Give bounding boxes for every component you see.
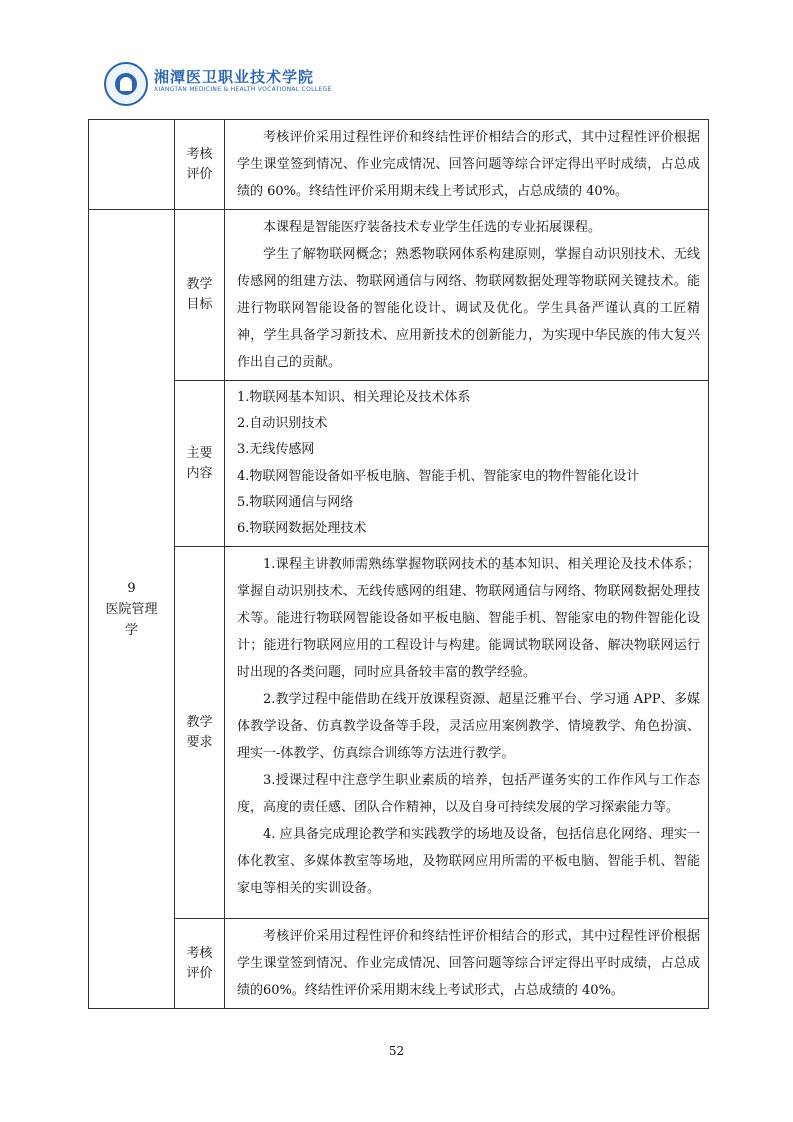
table-row: [89, 210, 709, 381]
assessment-text: 考核评价采用过程性评价和终结性评价相结合的形式，其中过程性评价根据学生课堂签到情况、作业完成情况、回答问题等综合评定得出平时成绩，占总成绩的60%。终结性评价采用期末线上考试形式，占总成绩的 40%。: [225, 919, 709, 1009]
course-name: 医院管理 学: [105, 601, 158, 638]
course-cell-empty: [89, 120, 175, 210]
row-label-requirements: 教学 要求: [175, 547, 225, 919]
content-list: [225, 381, 709, 547]
assessment-top-text: 考核评价采用过程性评价和终结性评价相结合的形式，其中过程性评价根据学生课堂签到情况、作业完成情况、回答问题等综合评定得出平时成绩，占总成绩的 60%。终结性评价采用期末线上考试形式，占总成绩的 40%。: [225, 120, 709, 210]
list-item: 2.自动识别技术: [237, 416, 328, 432]
table-row: [89, 919, 709, 1009]
page-number: 52: [388, 1044, 405, 1058]
row-label-content: 主要 内容: [175, 381, 225, 547]
row-label-objectives: 教学 目标: [175, 210, 225, 381]
requirements-text: 1.课程主讲教师需熟练掌握物联网技术的基本知识、相关理论及技术体系；掌握自动识别技术、无线传感网的组建、物联网通信与网络、物联网数据处理技术等。能进行物联网智能设备如平板电脑、智能手机、智能家电的物件智能化设计；能进行物联网应用的工程设计与构建。能调试物联网设备、解决物联网运行时出现的各类问题，同时应具备较丰富的教学经验。 2.教学过程中能借助在线开放课程资源、超星泛雅平台、学习通 APP、多媒体教学设备、仿真教学设备等手段，灵活应用案例教学、情境教学、角色扮演、理实一-体教学、仿真综合训练等方法进行教学。 3.授课过程中注意学生职业素质的培养，包括严谨务实的工作作风与工作态度，高度的责任感、团队合作精神，以及自身可持续发展的学习探索能力等。 4. 应具备完成理论教学和实践教学的场地及设备，包括信息化网络、理实一体化教室、多媒体教室等场地，及物联网应用所需的平板电脑、智能手机、智能家电等相关的实训设备。: [225, 547, 709, 919]
school-logo-icon: [104, 62, 148, 106]
table-row: [89, 120, 709, 210]
document-header: [104, 62, 364, 110]
row-label-assessment: 考核 评价: [175, 919, 225, 1009]
course-number: 9: [127, 580, 136, 596]
table-row: [89, 547, 709, 919]
course-cell: [89, 210, 175, 1009]
objectives-text: 本课程是智能医疗装备技术专业学生任选的专业拓展课程。 学生了解物联网概念；熟悉物联网体系构建原则，掌握自动识别技术、无线传感网的组建方法、物联网通信与网络、物联网数据处理等物联网关键技术。能进行物联网智能设备的智能化设计、调试及优化。学生具备严谨认真的工匠精神，学生具备学习新技术、应用新技术的创新能力，为实现中华民族的伟大复兴作出自己的贡献。: [225, 210, 709, 381]
row-label-assessment-top: 考核 评价: [175, 120, 225, 210]
list-item: 4.物联网智能设备如平板电脑、智能手机、智能家电的物件智能化设计: [237, 468, 640, 484]
course-table: [88, 119, 709, 1009]
list-item: 1.物联网基本知识、相关理论及技术体系: [237, 390, 471, 405]
list-item: 5.物联网通信与网络: [237, 494, 354, 510]
school-name-cn: 湘潭医卫职业技术学院: [154, 68, 315, 86]
list-item: 3.无线传感网: [237, 442, 315, 458]
table-row: [89, 381, 709, 547]
school-name-en: XIANGTAN MEDICINE & HEALTH VOCATIONAL COLLEGE: [154, 86, 332, 93]
list-item: 6.物联网数据处理技术: [237, 521, 367, 537]
